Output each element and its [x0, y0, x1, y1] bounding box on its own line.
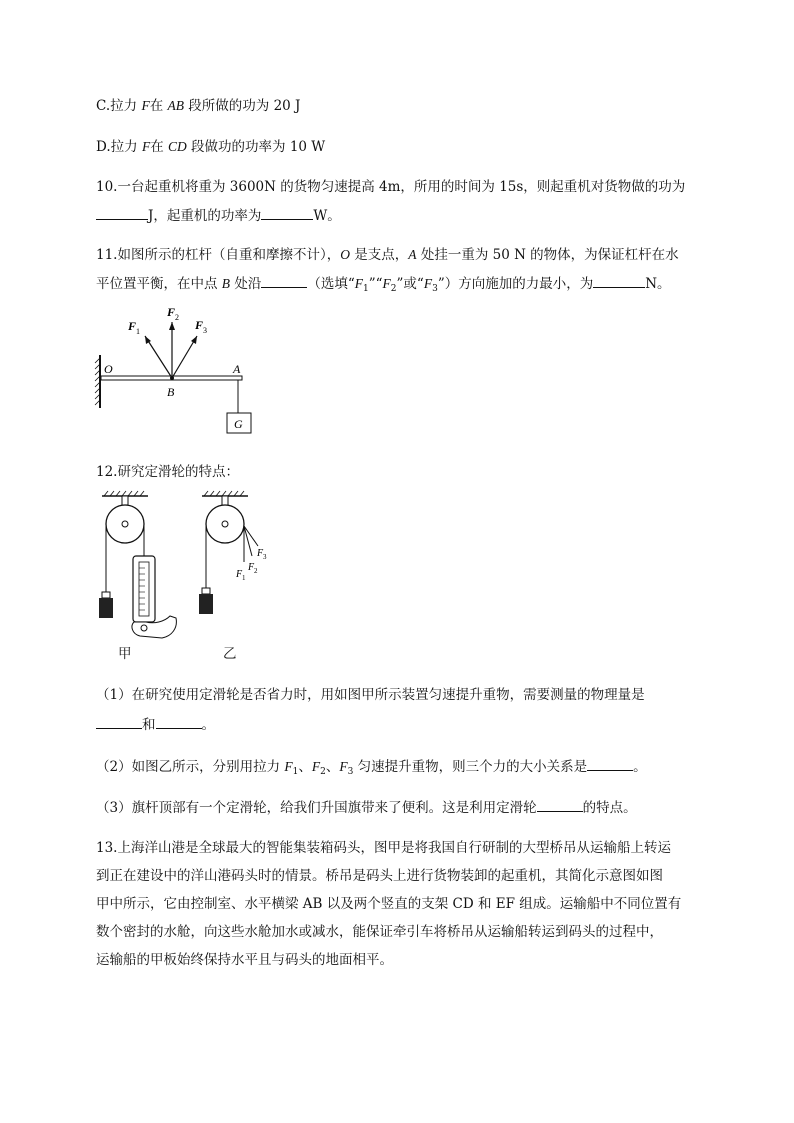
yi-label-f3: F [257, 548, 264, 559]
jia-hook [102, 592, 110, 598]
label-f1-sub: 1 [136, 327, 140, 336]
q12-s1-line1: （1）在研究使用定滑轮是否省力时，用如图甲所示装置匀速提升重物，需要测量的物理量是 [96, 687, 645, 703]
q12-blank-2[interactable] [587, 756, 633, 771]
q11-f3-sub: 3 [432, 284, 438, 294]
q12-s2-sep2: 、 [325, 759, 340, 775]
q12-s2-f2: F [311, 759, 321, 774]
q12-s1-end: 。 [201, 717, 215, 733]
yi-hook [202, 588, 210, 594]
option-c [96, 96, 300, 116]
yi-label-f1-sub: 1 [242, 574, 246, 582]
yi-rope-f3 [244, 526, 258, 546]
q11-text-5: 处沿 [230, 276, 262, 292]
q12-s1-and: 和 [142, 717, 156, 733]
q11-or: ”或“ [396, 276, 424, 292]
q10-line2 [96, 205, 341, 226]
q11-blank-force[interactable] [593, 273, 645, 288]
q11-text-7: ”）方向施加的力最小，为 [437, 276, 594, 292]
label-b: B [167, 385, 175, 399]
q10-unit2: W。 [313, 208, 341, 224]
q10-blank-power[interactable] [261, 205, 313, 220]
label-f2-sub: 2 [175, 313, 179, 322]
label-f1: F [128, 319, 137, 333]
jia-weight [99, 598, 113, 618]
q11-point-a: A [408, 247, 417, 262]
pulley-figure [90, 488, 300, 668]
q12-s3 [96, 797, 637, 818]
q11-f2-sub: 2 [390, 284, 397, 294]
q12-s2-end: 。 [633, 759, 647, 775]
q12-blank-1a[interactable] [96, 714, 142, 729]
option-c-force: F [141, 98, 150, 113]
q10-unit1: J，起重机的功率为 [148, 208, 262, 224]
force-f3-head [191, 336, 197, 344]
jia-pulley-axle [122, 521, 128, 527]
label-g: G [234, 417, 243, 431]
q13-line-1: 13.上海洋山港是全球最大的智能集装箱码头，图甲是将我国自行研制的大型桥吊从运输船上转运 [96, 840, 671, 856]
label-f3-sub: 3 [203, 326, 207, 335]
q12-s2-f2-sub: 2 [320, 767, 326, 777]
q11-text-4: 平位置平衡，在中点 [96, 276, 222, 292]
yi-pulley-axle [222, 521, 228, 527]
q11-f2: F [382, 276, 391, 291]
q11-text-3: 处挂一重为 50 N 的物体，为保证杠杆在水 [416, 247, 679, 263]
q11-unit: N。 [645, 276, 671, 292]
q11-text-2: 是支点， [349, 247, 409, 263]
q12-title: 12.研究定滑轮的特点： [96, 464, 239, 480]
option-d-mid: 在 [150, 139, 168, 155]
option-c-mid: 在 [149, 98, 168, 114]
q12-s3-end: 的特点。 [582, 800, 637, 816]
q12-s1-line2 [96, 714, 215, 735]
q11-point-o: O [340, 247, 350, 262]
option-d-segment: CD [167, 139, 187, 154]
q12-s2-text2: 匀速提升重物，则三个力的大小关系是 [353, 759, 588, 775]
option-d-rest: 段做功的功率为 10 W [186, 139, 326, 155]
yi-label-f1: F [236, 569, 243, 580]
q11-text-1: 11.如图所示的杠杆（自重和摩擦不计）， [96, 247, 341, 263]
q11-quote: ”“ [368, 276, 383, 292]
jia-scale-window [139, 562, 149, 616]
label-f2: F [167, 305, 176, 319]
q12-s2-text: （2）如图乙所示，分别用拉力 [96, 759, 285, 775]
option-c-rest: 段所做的功为 20 J [183, 98, 301, 114]
q12-s2-f3-sub: 3 [347, 767, 354, 777]
option-d-prefix: D.拉力 [96, 139, 142, 155]
yi-rope-f2 [244, 526, 252, 556]
label-f3: F [195, 318, 204, 332]
option-c-segment: AB [167, 98, 184, 113]
yi-label-f2-sub: 2 [254, 567, 258, 575]
q11-line2 [96, 273, 671, 299]
force-f1-arrow [145, 336, 172, 378]
q13-line-2: 到正在建设中的洋山港码头时的情景。桥吊是码头上进行货物装卸的起重机，其简化示意图如图 [96, 868, 663, 884]
label-o: O [104, 362, 113, 376]
q12-s2-sep1: 、 [298, 759, 312, 775]
q11-point-b: B [221, 276, 231, 291]
q11-blank-direction[interactable] [261, 273, 307, 288]
lever-figure [90, 300, 270, 440]
force-f1-head [145, 336, 151, 344]
q12-blank-1b[interactable] [156, 714, 202, 729]
q11-line1 [96, 245, 679, 265]
q12-s2-f3: F [339, 759, 348, 774]
jia-scale-ring [141, 625, 147, 631]
q12-s2-f1: F [284, 759, 293, 774]
q13-line-4: 数个密封的水舱，向这些水舱加水或减水，能保证牵引车将桥吊从运输船转运到码头的过程中， [96, 924, 663, 940]
q11-f3: F [423, 276, 433, 291]
yi-label-f2: F [248, 562, 255, 573]
q11-text-6: （选填“ [307, 276, 355, 292]
option-d-force: F [141, 139, 151, 154]
q12-s3-text: （3）旗杆顶部有一个定滑轮，给我们升国旗带来了便利。这是利用定滑轮 [96, 800, 537, 816]
q12-blank-3[interactable] [537, 797, 583, 812]
q13-line-3: 甲中所示，它由控制室、水平横梁 AB 以及两个竖直的支架 CD 和 EF 组成。运输船中不同位置有 [96, 896, 682, 912]
label-a: A [233, 362, 241, 376]
q12-s2 [96, 756, 647, 782]
option-d [96, 137, 325, 157]
q12-s2-f1-sub: 1 [292, 767, 299, 777]
yi-label-f3-sub: 3 [263, 553, 267, 561]
q13-line-5: 运输船的甲板始终保持水平且与码头的地面相平。 [96, 952, 393, 968]
yi-weight [199, 594, 213, 614]
q11-f1: F [354, 276, 363, 291]
q11-f1-sub: 1 [363, 284, 369, 294]
force-f2-head [169, 322, 175, 330]
label-yi: 乙 [223, 646, 237, 662]
label-jia: 甲 [118, 646, 132, 662]
q10-line1: 10.一台起重机将重为 3600N 的货物匀速提高 4m，所用的时间为 15s，则起重机对货物做的功为 [96, 179, 686, 195]
q10-blank-work[interactable] [96, 205, 148, 220]
option-c-prefix: C.拉力 [96, 98, 142, 114]
